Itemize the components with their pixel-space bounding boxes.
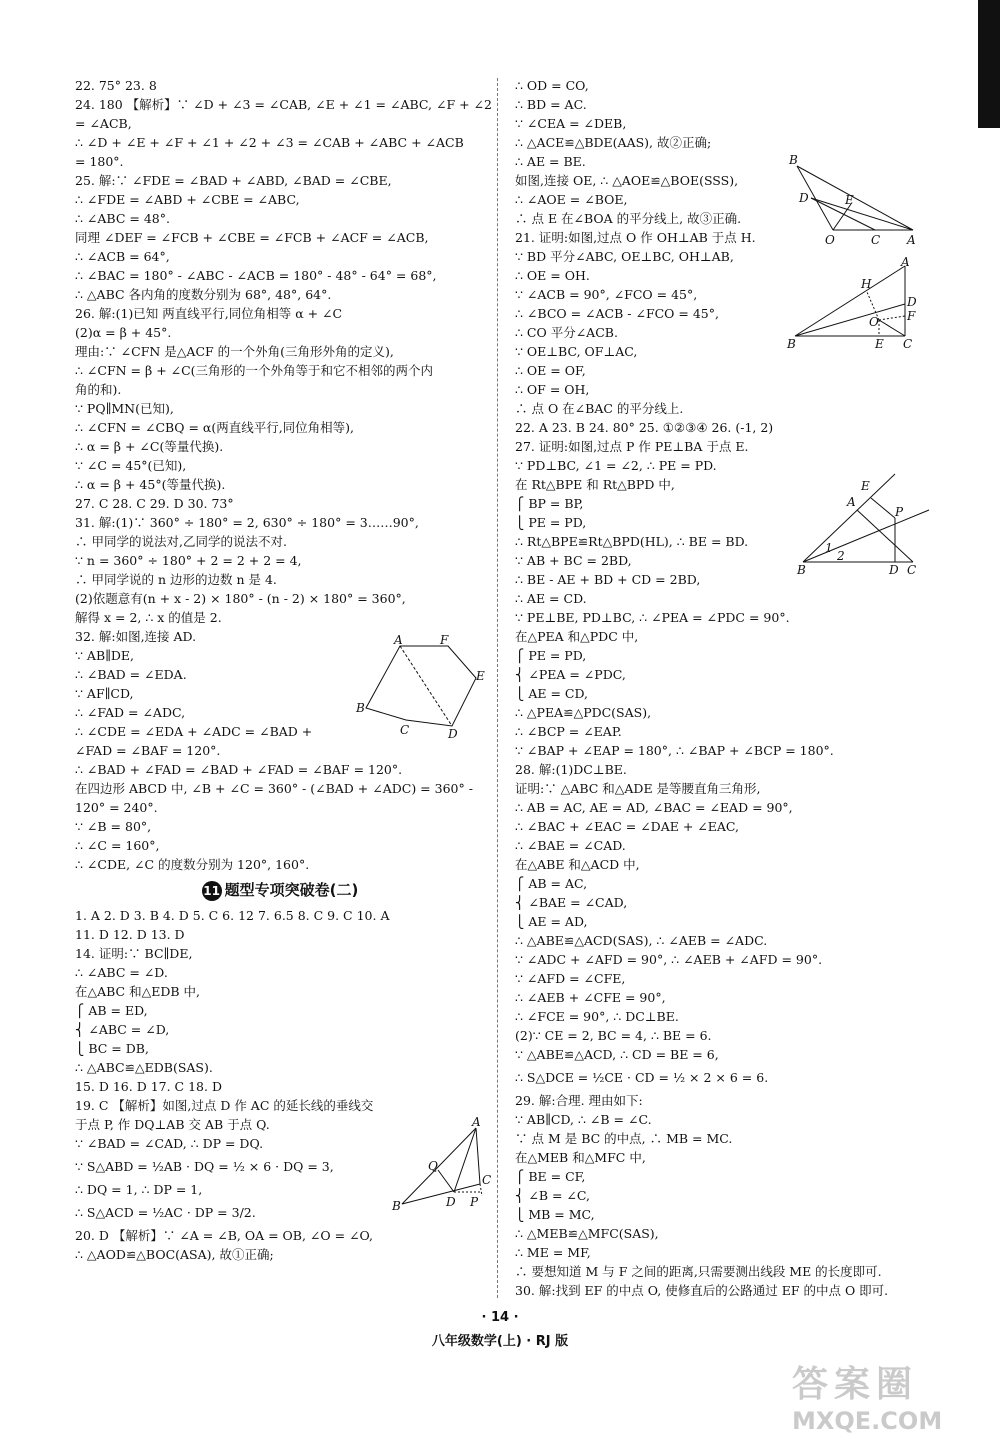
answer-line: 证明:∵ △ABC 和△ADE 是等腰直角三角形, (515, 781, 761, 796)
answer-line: ∴ OF = OH, (515, 382, 590, 397)
answer-line: ∵ AB∥DE, (75, 648, 135, 663)
answer-line: ⎧ AB = AC, (515, 876, 588, 891)
fig-label: C (903, 337, 913, 351)
answer-line: ∵ PQ∥MN(已知), (75, 401, 174, 416)
answer-line: 20. D 【解析】∵ ∠A = ∠B, OA = OB, ∠O = ∠O, (75, 1228, 374, 1243)
answer-line: ∴ BD = AC. (515, 97, 587, 112)
answer-line: ∴ △AOD≌△BOC(ASA), 故①正确; (75, 1247, 274, 1262)
section-title: 题型专项突破卷(二) (224, 881, 359, 899)
answer-line: 角的和). (75, 382, 122, 397)
fig-label: B (392, 1199, 401, 1213)
answer-line: 25. 解:∵ ∠FDE = ∠BAD + ∠ABD, ∠BAD = ∠CBE, (75, 173, 392, 188)
fig-label: A (847, 495, 856, 509)
fig-label: D (889, 563, 899, 576)
answer-line: ∴ △ABC 各内角的度数分别为 68°, 48°, 64°. (75, 287, 332, 302)
answer-line: ⎧ AB = ED, (75, 1003, 148, 1018)
figure-q19 (390, 1116, 500, 1216)
answer-line: ∴ ∠FAD = ∠ADC, (75, 705, 186, 720)
fig-label: C (400, 723, 410, 737)
left-answers-block-1 (75, 76, 492, 874)
answer-line: ∴ ∠BAC = 180° - ∠ABC - ∠ACB = 180° - 48° - 64° = 68°, (75, 268, 437, 283)
answer-line: 在△ABC 和△EDB 中, (75, 984, 200, 999)
answer-line: ⎨ ∠PEA = ∠PDC, (515, 667, 626, 682)
answer-line: ∴ S△DCE = ½CE · CD = ½ × 2 × 6 = 6. (515, 1070, 769, 1085)
answer-line: ∴ △ABC≌△EDB(SAS). (75, 1060, 213, 1075)
fig-label: C (482, 1173, 492, 1187)
answer-line: ∴ ∠FDE = ∠ABD + ∠CBE = ∠ABC, (75, 192, 300, 207)
answer-line: ∴ AB = AC, AE = AD, ∠BAC = ∠EAD = 90°, (515, 800, 793, 815)
answer-line: ∴ ∠ABC = 48°. (75, 211, 170, 226)
fig-label: B (797, 563, 806, 576)
answer-line: ∵ n = 360° ÷ 180° + 2 = 2 + 2 = 4, (75, 553, 302, 568)
answer-line: ∠FAD = ∠BAF = 120°. (75, 743, 221, 758)
fig-label: A (472, 1116, 481, 1129)
answer-line: ∴ α = β + 45°(等量代换). (75, 477, 226, 492)
answer-line: ∵ BD 平分∠ABC, OE⊥BC, OH⊥AB, (515, 249, 734, 264)
answer-line: ∵ ∠BAD = ∠CAD, ∴ DP = DQ. (75, 1136, 264, 1151)
answer-line: ∴ ∠AOE = ∠BOE, (515, 192, 628, 207)
answer-line: 如图,连接 OE, ∴ △AOE≌△BOE(SSS), (515, 173, 739, 188)
answer-line: ∵ ∠AFD = ∠CFE, (515, 971, 626, 986)
figure-q32-hexagon (352, 630, 492, 742)
fig-label: B (356, 701, 365, 715)
answer-line: 120° = 240°. (75, 800, 158, 815)
answer-line: ∴ ∠CFN = β + ∠C(三角形的一个外角等于和它不相邻的两个内 (75, 363, 434, 378)
answer-line: ∵ PE⊥BE, PD⊥BC, ∴ ∠PEA = ∠PDC = 90°. (515, 610, 790, 625)
answer-line: ∴ ∠CDE = ∠EDA + ∠ADC = ∠BAD + (75, 724, 313, 739)
answer-line: ∴ ∠BAC + ∠EAC = ∠DAE + ∠EAC, (515, 819, 739, 834)
answer-line: ∴ OE = OF, (515, 363, 586, 378)
section-number-badge: 11 (202, 881, 222, 901)
figure-q27 (795, 464, 935, 576)
answer-line: ∴ ∠BCO = ∠ACB - ∠FCO = 45°, (515, 306, 719, 321)
answer-line: 28. 解:(1)DC⊥BE. (515, 762, 627, 777)
answer-line: ∴ ∠D + ∠E + ∠F + ∠1 + ∠2 + ∠3 = ∠CAB + ∠ABC + ∠ACB (75, 135, 464, 150)
answer-line: ∴ CO 平分∠ACB. (515, 325, 618, 340)
figure-q20-triangles (785, 152, 925, 244)
answer-line: 在△ABE 和△ACD 中, (515, 857, 640, 872)
fig-label: E (845, 193, 854, 207)
answer-line: ∵ ∠C = 45°(已知), (75, 458, 187, 473)
answer-line: ∴ ∠AEB + ∠CFE = 90°, (515, 990, 666, 1005)
answer-line: ∵ AB∥CD, ∴ ∠B = ∠C. (515, 1112, 652, 1127)
answer-line: ⎨ ∠ABC = ∠D, (75, 1022, 170, 1037)
answer-line: 在 Rt△BPE 和 Rt△BPD 中, (515, 477, 675, 492)
fig-label: A (394, 633, 403, 647)
fig-label: 1 (825, 541, 833, 555)
answer-line: 在△PEA 和△PDC 中, (515, 629, 639, 644)
answer-line: ∴ BE - AE + BD + CD = 2BD, (515, 572, 701, 587)
answer-line: (2)∵ CE = 2, BC = 4, ∴ BE = 6. (515, 1028, 712, 1043)
answer-line: ∴ OD = CO, (515, 78, 589, 93)
answer-line: ∴ 要想知道 M 与 F 之间的距离,只需要测出线段 ME 的长度即可. (515, 1264, 882, 1279)
answer-line: ∵ ∠BAP + ∠EAP = 180°, ∴ ∠BAP + ∠BCP = 180°. (515, 743, 834, 758)
answer-line: ∴ ∠BCP = ∠EAP. (515, 724, 622, 739)
answer-line: 理由:∵ ∠CFN 是△ACF 的一个外角(三角形外角的定义), (75, 344, 394, 359)
answer-line: ∴ ∠BAE = ∠CAD. (515, 838, 626, 853)
fig-label: B (787, 337, 796, 351)
answer-line: ∴ ∠ABC = ∠D. (75, 965, 168, 980)
answer-line: ∵ ∠ADC + ∠AFD = 90°, ∴ ∠AEB + ∠AFD = 90°. (515, 952, 823, 967)
answer-line: ∴ 点 O 在∠BAC 的平分线上. (515, 401, 684, 416)
answer-line: 27. C 28. C 29. D 30. 73° (75, 496, 234, 511)
fig-label: D (448, 727, 458, 741)
answer-line: ∴ AE = BE. (515, 154, 586, 169)
answer-line: ∵ △ABE≌△ACD, ∴ CD = BE = 6, (515, 1047, 719, 1062)
page-edge-mark (978, 0, 1000, 128)
answer-line: ∴ ME = MF, (515, 1245, 591, 1260)
fig-label: Q (428, 1159, 438, 1173)
fig-label: P (895, 505, 904, 519)
answer-line: 于点 P, 作 DQ⊥AB 交 AB 于点 Q. (75, 1117, 270, 1132)
fig-label: D (907, 295, 917, 309)
fig-label: E (861, 479, 870, 493)
fig-label: O (825, 233, 835, 244)
answer-line: ∴ S△ACD = ½AC · DP = 3/2. (75, 1205, 256, 1220)
column-divider (497, 78, 498, 1298)
fig-label: A (907, 233, 916, 244)
answer-line: ⎧ BP = BP, (515, 496, 584, 511)
fig-label: D (799, 191, 809, 205)
answer-line: 14. 证明:∵ BC∥DE, (75, 946, 193, 961)
answer-line: 26. 解:(1)已知 两直线平行,同位角相等 α + ∠C (75, 306, 343, 321)
answer-line: ∴ △ABE≌△ACD(SAS), ∴ ∠AEB = ∠ADC. (515, 933, 768, 948)
answer-line: ⎩ AE = CD, (515, 686, 589, 701)
fig-label: O (869, 315, 879, 329)
watermark-logo-text: 答案圈 (792, 1364, 919, 1405)
answer-line: ∴ α = β + ∠C(等量代换). (75, 439, 224, 454)
answer-line: ∵ AB + BC = 2BD, (515, 553, 632, 568)
answer-line: 27. 证明:如图,过点 P 作 PE⊥BA 于点 E. (515, 439, 749, 454)
answer-line: 22. 75° 23. 8 (75, 78, 157, 93)
answer-line: ∴ 点 E 在∠BOA 的平分线上, 故③正确. (515, 211, 742, 226)
answer-line: ⎩ AE = AD, (515, 914, 588, 929)
answer-line: ⎩ PE = PD, (515, 515, 587, 530)
fig-label: P (470, 1195, 479, 1209)
fig-label: E (476, 669, 485, 683)
answer-line: 解得 x = 2, ∴ x 的值是 2. (75, 610, 222, 625)
answer-line: ∵ AF∥CD, (75, 686, 134, 701)
answer-line: 1. A 2. D 3. B 4. D 5. C 6. 12 7. 6.5 8. C 9. C 10. A (75, 908, 390, 923)
answer-line: 22. A 23. B 24. 80° 25. ①②③④ 26. (-1, 2) (515, 420, 774, 435)
fig-label: A (901, 256, 910, 269)
answer-line: ∴ DQ = 1, ∴ DP = 1, (75, 1182, 203, 1197)
answer-line: ∵ ∠CEA = ∠DEB, (515, 116, 627, 131)
answer-line: ∴ Rt△BPE≌Rt△BPD(HL), ∴ BE = BD. (515, 534, 749, 549)
answer-line: ∵ ∠ACB = 90°, ∠FCO = 45°, (515, 287, 698, 302)
answer-line: ⎨ ∠B = ∠C, (515, 1188, 590, 1203)
answer-line: ∴ 甲同学的说法对,乙同学的说法不对. (75, 534, 287, 549)
answer-line: ∴ ∠BAD = ∠EDA. (75, 667, 187, 682)
answer-line: 在四边形 ABCD 中, ∠B + ∠C = 360° - (∠BAD + ∠ADC) = 360° - (75, 781, 473, 796)
fig-label: B (789, 153, 798, 167)
answer-line: (2)依题意有(n + x - 2) × 180° - (n - 2) × 180° = 360°, (75, 591, 406, 606)
section-heading (75, 874, 485, 906)
answer-line: ∴ AE = CD. (515, 591, 587, 606)
fig-label: F (907, 309, 916, 323)
fig-label: D (446, 1195, 456, 1209)
answer-line: 19. C 【解析】如图,过点 D 作 AC 的延长线的垂线交 (75, 1098, 374, 1113)
watermark-logo (792, 1356, 982, 1435)
answer-line: ∵ 点 M 是 BC 的中点, ∴ MB = MC. (515, 1131, 733, 1146)
answer-line: ∵ PD⊥BC, ∠1 = ∠2, ∴ PE = PD. (515, 458, 717, 473)
watermark-url: MXQE.COM (792, 1407, 943, 1435)
answer-line: 24. 180 【解析】∵ ∠D + ∠3 = ∠CAB, ∠E + ∠1 = ∠ABC, ∠F + ∠2 (75, 97, 492, 112)
answer-line: ⎧ PE = PD, (515, 648, 587, 663)
answer-line: ∴ ∠BAD + ∠FAD = ∠BAD + ∠FAD = ∠BAF = 120°. (75, 762, 403, 777)
fig-label: 2 (837, 549, 845, 563)
answer-line: ∴ ∠FCE = 90°, ∴ DC⊥BE. (515, 1009, 679, 1024)
answer-line: ⎩ MB = MC, (515, 1207, 595, 1222)
fig-label: E (875, 337, 884, 351)
fig-label: F (440, 633, 449, 647)
answer-line: ∵ ∠B = 80°, (75, 819, 152, 834)
answer-line: ∵ S△ABD = ½AB · DQ = ½ × 6 · DQ = 3, (75, 1159, 334, 1174)
answer-line: ∵ OE⊥BC, OF⊥AC, (515, 344, 638, 359)
answer-line: ⎩ BC = DB, (75, 1041, 149, 1056)
answer-line: ∴ △PEA≌△PDC(SAS), (515, 705, 652, 720)
answer-line: ⎧ BE = CF, (515, 1169, 586, 1184)
figure-q21 (785, 256, 925, 378)
fig-label: H (861, 277, 872, 291)
answer-line: 同理 ∠DEF = ∠FCB + ∠CBE = ∠FCB + ∠ACF = ∠ACB, (75, 230, 429, 245)
answer-line: ∴ △MEB≌△MFC(SAS), (515, 1226, 659, 1241)
answer-line: ∴ OE = OH. (515, 268, 590, 283)
answer-line: 11. D 12. D 13. D (75, 927, 185, 942)
answer-line: 31. 解:(1)∵ 360° ÷ 180° = 2, 630° ÷ 180° = 3……90°, (75, 515, 419, 530)
fig-label: C (907, 563, 917, 576)
answer-line: ∴ 甲同学说的 n 边形的边数 n 是 4. (75, 572, 277, 587)
answer-line: = 180°. (75, 154, 124, 169)
answer-line: 30. 解:找到 EF 的中点 O, 使修直后的公路通过 EF 的中点 O 即可. (515, 1283, 889, 1298)
answer-line: ∴ ∠CFN = ∠CBQ = α(两直线平行,同位角相等), (75, 420, 355, 435)
answer-line: = ∠ACB, (75, 116, 132, 131)
footer-book-title: 八年级数学(上) · RJ 版 (431, 1334, 569, 1349)
answer-line: 21. 证明:如图,过点 O 作 OH⊥AB 于点 H. (515, 230, 756, 245)
answer-line: ∴ ∠CDE, ∠C 的度数分别为 120°, 160°. (75, 857, 310, 872)
answer-line: 29. 解:合理. 理由如下: (515, 1093, 643, 1108)
answer-line: 在△MEB 和△MFC 中, (515, 1150, 646, 1165)
answer-line: ∴ ∠ACB = 64°, (75, 249, 170, 264)
answer-line: ⎨ ∠BAE = ∠CAD, (515, 895, 628, 910)
fig-label: C (871, 233, 881, 244)
answer-line: 32. 解:如图,连接 AD. (75, 629, 197, 644)
answer-line: ∴ ∠C = 160°, (75, 838, 160, 853)
answer-line: 15. D 16. D 17. C 18. D (75, 1079, 222, 1094)
page-number: · 14 · (481, 1310, 519, 1325)
answer-line: ∴ △ACE≌△BDE(AAS), 故②正确; (515, 135, 712, 150)
answer-line: (2)α = β + 45°. (75, 325, 172, 340)
